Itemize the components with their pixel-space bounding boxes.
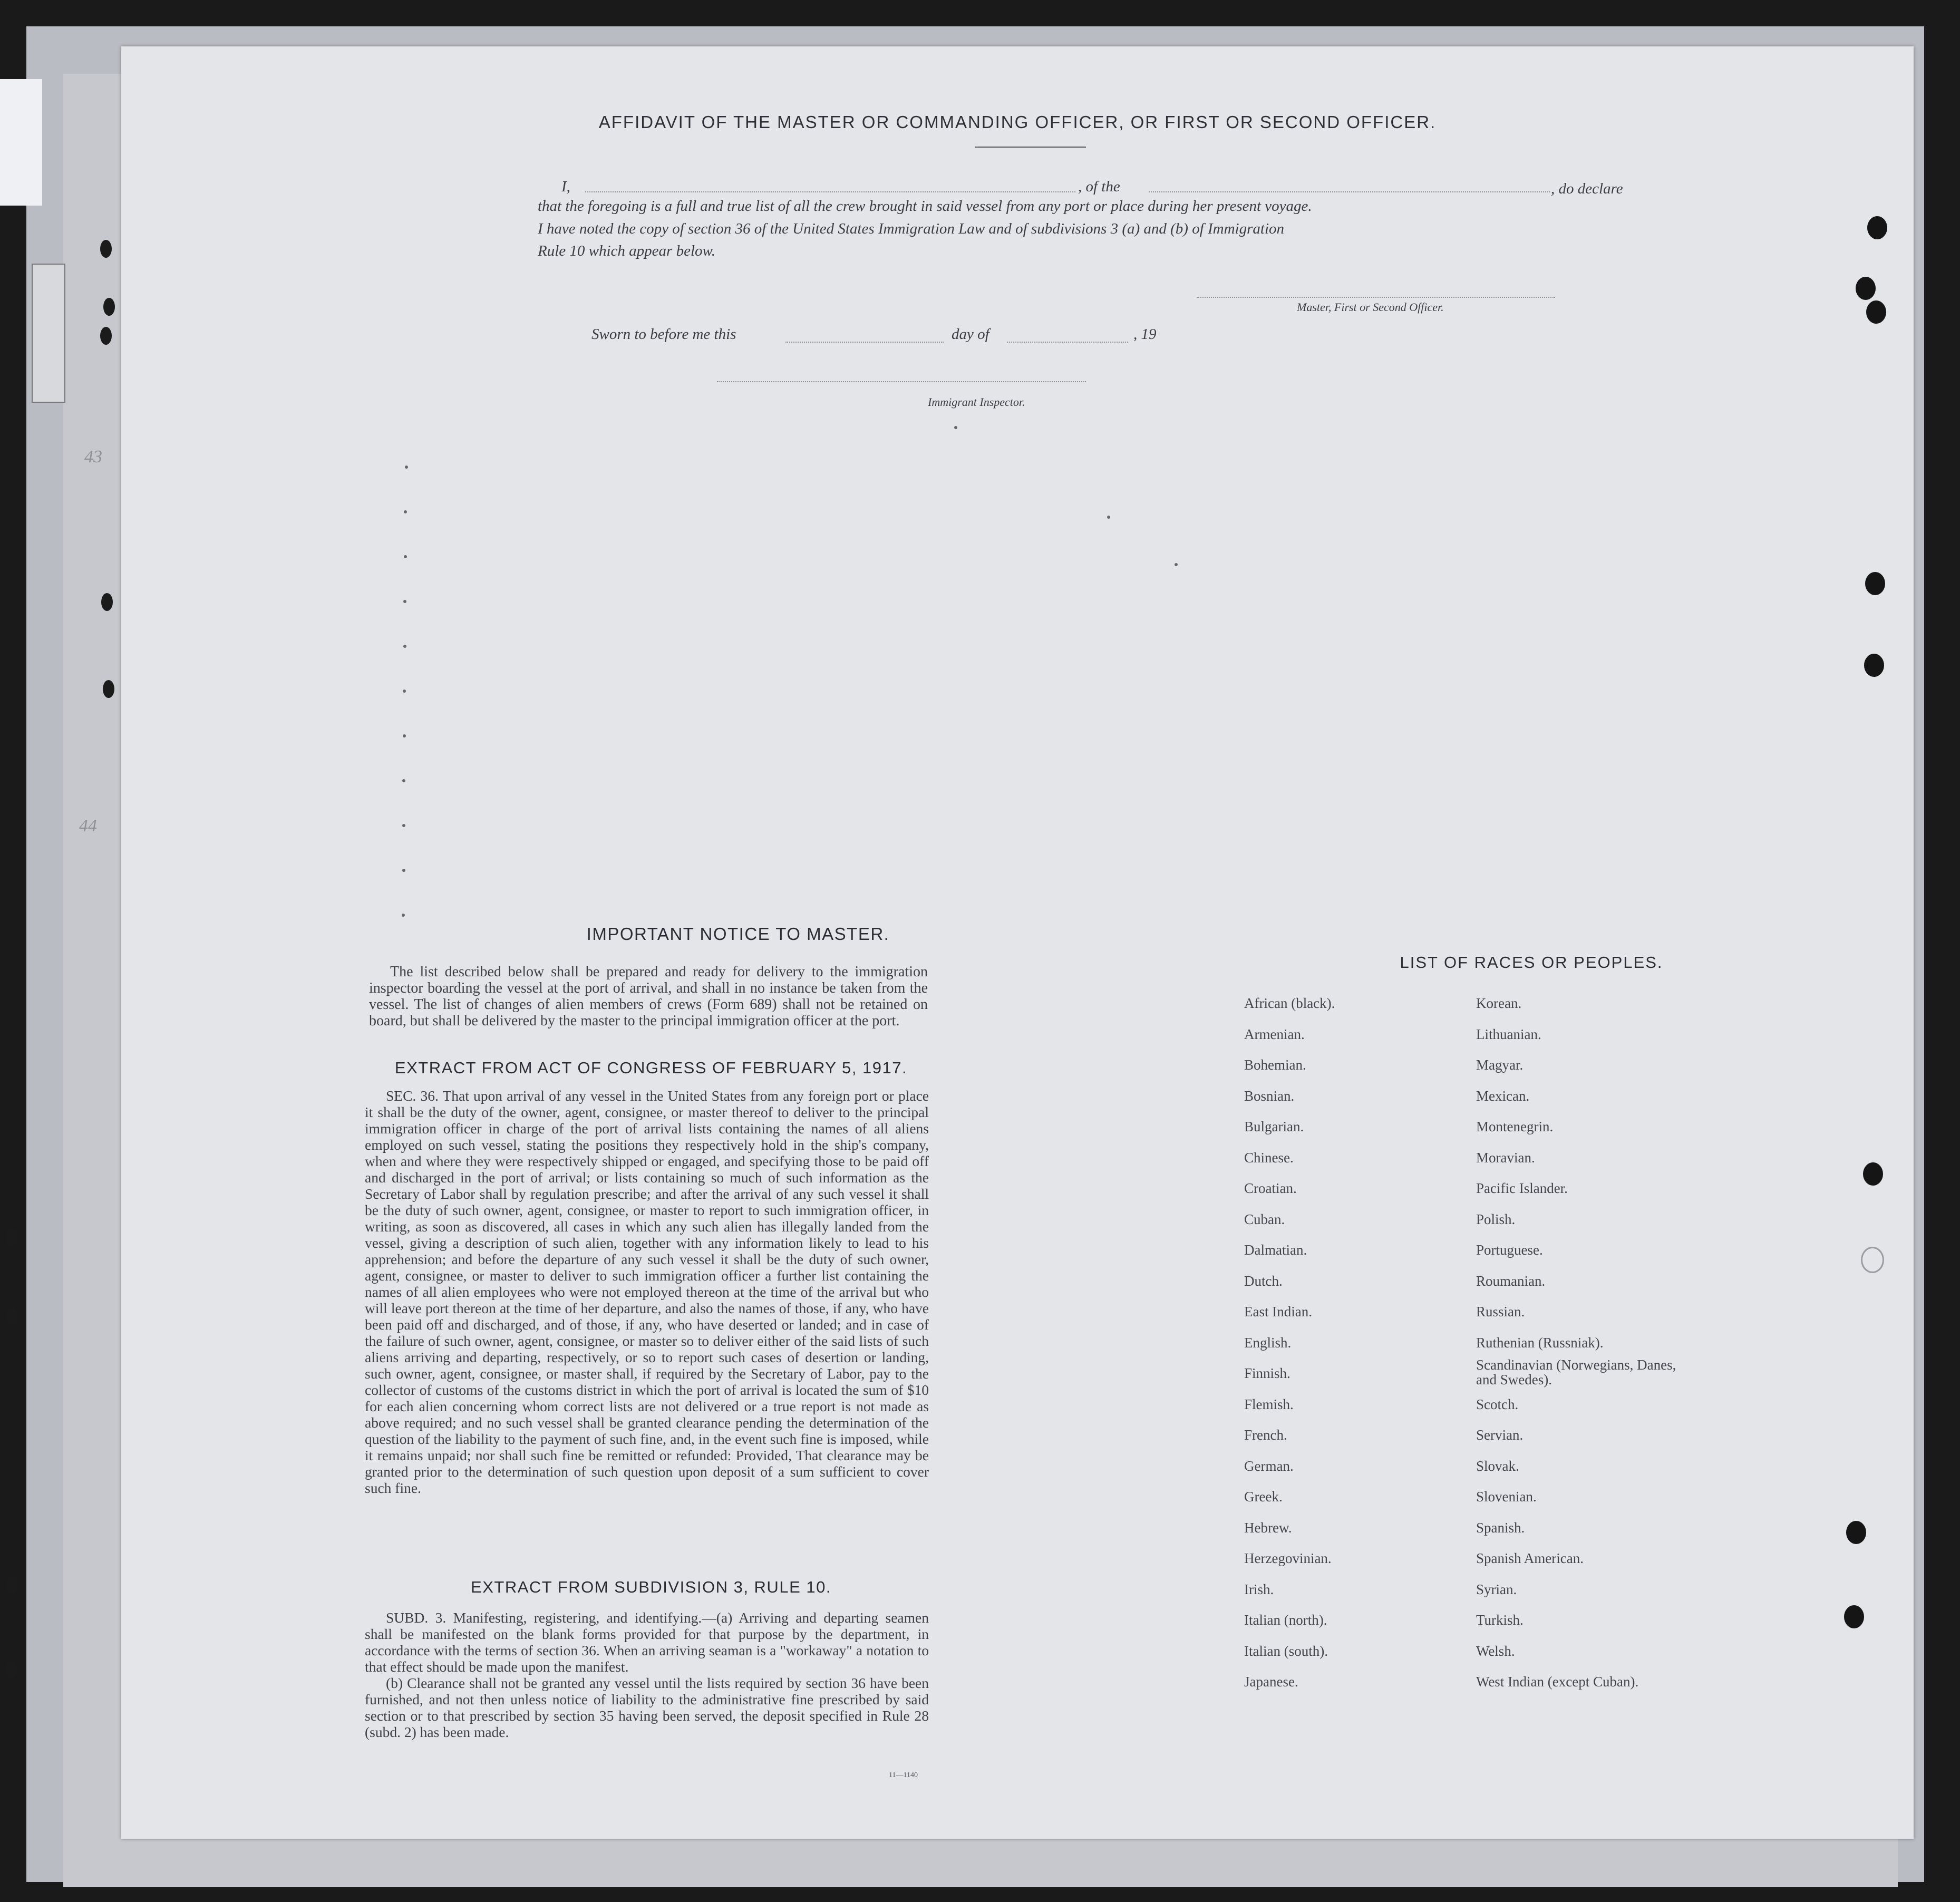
pencil-mark: 43 xyxy=(84,447,102,467)
binder-mark xyxy=(6,1228,18,1246)
race-item: Finnish. xyxy=(1244,1365,1291,1381)
race-item: Mexican. xyxy=(1476,1088,1530,1104)
race-item: Hebrew. xyxy=(1244,1519,1292,1536)
punch-hole xyxy=(1867,216,1887,239)
pencil-mark: 44 xyxy=(79,816,97,836)
race-item: East Indian. xyxy=(1244,1304,1312,1319)
rule-paragraph-b: (b) Clearance shall not be granted any vessel until the lists required by section 36 have been furnished, and not then unless notice of liability to the administrative fine prescribed by said section or to that prescribed by section 35 having been served, the deposit specified in Rule 28 (subd. 2) has been made. xyxy=(365,1675,929,1740)
punch-hole xyxy=(1861,1247,1884,1273)
race-item: African (black). xyxy=(1244,995,1335,1011)
notice-text xyxy=(369,964,928,1029)
race-item: Moravian. xyxy=(1476,1149,1535,1166)
race-item: Montenegrin. xyxy=(1476,1119,1554,1134)
punch-hole xyxy=(1856,277,1876,300)
race-item: Dalmatian. xyxy=(1244,1242,1307,1258)
margin-dot xyxy=(403,734,406,737)
race-item: Croatian. xyxy=(1244,1180,1297,1196)
race-item: Scandinavian (Norwegians, Danes, and Swedes). xyxy=(1476,1357,1676,1387)
day-of-label: day of xyxy=(952,326,989,343)
race-item: Chinese. xyxy=(1244,1149,1294,1166)
affidavit-line-3: I have noted the copy of section 36 of the United States Immigration Law and of subdivisions 3 (a) and (b) of Immigration xyxy=(538,220,1285,237)
race-item: Ruthenian (Russniak). xyxy=(1476,1334,1604,1351)
race-item: Servian. xyxy=(1476,1427,1524,1443)
margin-dot xyxy=(404,510,407,513)
race-item: Slovak. xyxy=(1476,1458,1519,1474)
race-item: Russian. xyxy=(1476,1304,1525,1319)
inspector-caption: Immigrant Inspector. xyxy=(928,395,1025,409)
margin-dot xyxy=(402,869,405,872)
act-text xyxy=(365,1088,929,1496)
name-blank xyxy=(585,191,1075,192)
binder-mark xyxy=(100,240,112,258)
race-item: Flemish. xyxy=(1244,1396,1294,1412)
margin-dot xyxy=(402,779,405,782)
vessel-blank xyxy=(1149,191,1550,192)
race-item: Bosnian. xyxy=(1244,1088,1295,1104)
margin-dot xyxy=(403,690,406,693)
affidavit-of-the: , of the xyxy=(1078,178,1120,195)
race-item: Welsh. xyxy=(1476,1643,1515,1659)
margin-dot xyxy=(405,465,408,469)
race-item: Spanish. xyxy=(1476,1519,1525,1536)
rule-title: EXTRACT FROM SUBDIVISION 3, RULE 10. xyxy=(471,1578,831,1596)
race-item: Spanish American. xyxy=(1476,1550,1584,1566)
margin-dot xyxy=(1107,516,1110,519)
punch-hole xyxy=(1846,1521,1866,1544)
punch-hole xyxy=(1844,1605,1864,1628)
margin-dot xyxy=(404,555,407,558)
sworn-day-blank xyxy=(785,342,944,343)
race-item: Bulgarian. xyxy=(1244,1119,1304,1134)
rule-paragraph-a: SUBD. 3. Manifesting, registering, and identifying.—(a) Arriving and departing seamen shall be manifested on the blank forms provided for that purpose by the department, in accordance with the terms of section 36. When an arriving seaman is a "workaway" a notation to that effect should be made upon the manifest. xyxy=(365,1609,929,1675)
punch-hole xyxy=(1865,572,1885,595)
margin-dot xyxy=(402,914,405,917)
margin-dot xyxy=(1175,563,1178,566)
race-item: Pacific Islander. xyxy=(1476,1180,1568,1196)
race-item: Polish. xyxy=(1476,1211,1516,1227)
affidavit-i: I, xyxy=(561,178,570,195)
inspector-blank xyxy=(717,381,1086,382)
sworn-label: Sworn to before me this xyxy=(591,326,736,343)
race-item: Syrian. xyxy=(1476,1581,1517,1597)
binder-mark xyxy=(5,1661,17,1678)
race-item: Greek. xyxy=(1244,1489,1283,1505)
race-item: French. xyxy=(1244,1427,1287,1443)
act-title: EXTRACT FROM ACT OF CONGRESS OF FEBRUARY 5, 1917. xyxy=(394,1059,908,1077)
signature-blank xyxy=(1197,297,1555,298)
race-item: West Indian (except Cuban). xyxy=(1476,1674,1639,1690)
affidavit-line-4: Rule 10 which appear below. xyxy=(538,242,715,259)
race-item: Italian (north). xyxy=(1244,1612,1327,1628)
race-item: Dutch. xyxy=(1244,1273,1283,1289)
binder-mark xyxy=(103,680,114,698)
margin-dot xyxy=(403,645,406,648)
affidavit-line-2: that the foregoing is a full and true list of all the crew brought in said vessel from any port or place during her present voyage. xyxy=(538,198,1312,215)
race-item: Magyar. xyxy=(1476,1057,1524,1073)
race-item: Japanese. xyxy=(1244,1674,1298,1690)
binder-mark xyxy=(101,593,113,611)
side-tab xyxy=(32,264,65,403)
race-item: Armenian. xyxy=(1244,1026,1305,1042)
binder-mark xyxy=(103,298,115,316)
races-title: LIST OF RACES OR PEOPLES. xyxy=(1400,953,1663,972)
notice-title: IMPORTANT NOTICE TO MASTER. xyxy=(586,924,890,944)
signature-caption: Master, First or Second Officer. xyxy=(1297,300,1444,314)
punch-hole xyxy=(1866,300,1886,324)
act-paragraph: SEC. 36. That upon arrival of any vessel in the United States from any foreign port or place it shall be the duty of the owner, agent, consignee, or master thereof to deliver to the principal immigration officer in charge of the port of arrival lists containing the names of all aliens employed on such vessel, stating the positions they respectively hold in the ship's company, when and where they were respectively shipped or engaged, and specifying those to be paid off and discharged in the port of arrival; or lists containing so much of such information as the Secretary of Labor shall by regulation prescribe; and after the arrival of any such vessel it shall be the duty of such owner, agent, consignee, or master to report to such immigration officer, in writing, as soon as discovered, all cases in which any such alien has illegally landed from the vessel, giving a description of such alien, together with any information likely to lead to his apprehension; and before the departure of any such vessel it shall be the duty of such owner, agent, consignee, or master to deliver to such immigration officer a further list containing the names of all alien employees who were not employed thereon at the time of the arrival but who will leave port thereon at the time of her departure, and also the names of those, if any, who have been paid off and discharged, and of those, if any, who have deserted or landed; and in case of the failure of such owner, agent, consignee, or master so to deliver either of the said lists of such aliens arriving and departing, respectively, or so to report such cases of desertion or landing, such owner, agent, consignee, or master shall, if required by the Secretary of Labor, pay to the collector of customs of the customs district in which the port of arrival is located the sum of $10 for each alien concerning whom correct lists are not delivered or a true report is not made as above required; and no such vessel shall be granted clearance pending the determination of the question of the liability to the payment of such fine, and, in the event such fine is imposed, while it remains unpaid; nor shall such fine be remitted or refunded: Provided, That clearance may be granted prior to the determination of such question upon deposit of a sum sufficient to cover such fine. xyxy=(365,1088,929,1496)
race-item: Bohemian. xyxy=(1244,1057,1306,1073)
manifest-back-page xyxy=(79,46,1914,1839)
race-item: Irish. xyxy=(1244,1581,1274,1597)
affidavit-title: AFFIDAVIT OF THE MASTER OR COMMANDING OFFICER, OR FIRST OR SECOND OFFICER. xyxy=(598,112,1437,132)
rule-text xyxy=(365,1609,929,1740)
race-item: English. xyxy=(1244,1334,1292,1351)
punch-hole xyxy=(1863,1162,1883,1186)
race-item: Korean. xyxy=(1476,995,1522,1011)
form-number: 11—1140 xyxy=(889,1771,918,1779)
race-item: Scotch. xyxy=(1476,1396,1519,1412)
margin-dot xyxy=(402,824,405,827)
notice-paragraph: The list described below shall be prepared and ready for delivery to the immigration inspector boarding the vessel at the port of arrival, and shall in no instance be taken from the vessel. The list of changes of alien members of crews (Form 689) shall not be retained on board, but shall be delivered by the master to the principal immigration officer at the port. xyxy=(369,964,928,1029)
margin-dot xyxy=(403,600,406,603)
race-item: Turkish. xyxy=(1476,1612,1524,1628)
race-item: Portuguese. xyxy=(1476,1242,1543,1258)
race-item: Slovenian. xyxy=(1476,1489,1537,1505)
race-item: Cuban. xyxy=(1244,1211,1285,1227)
affidavit-declare: , do declare xyxy=(1551,180,1623,197)
punch-hole xyxy=(1864,654,1884,677)
race-item: Roumanian. xyxy=(1476,1273,1546,1289)
race-item: German. xyxy=(1244,1458,1294,1474)
binder-mark xyxy=(6,1576,18,1594)
title-rule xyxy=(975,147,1086,148)
binder-mark xyxy=(6,1307,18,1325)
side-tab xyxy=(0,79,42,206)
race-item: Italian (south). xyxy=(1244,1643,1328,1659)
sworn-month-blank xyxy=(1007,342,1128,343)
race-item: Lithuanian. xyxy=(1476,1026,1541,1042)
binder-mark xyxy=(100,327,112,345)
year-label: , 19 xyxy=(1133,326,1157,343)
margin-dot xyxy=(954,426,957,429)
race-item: Herzegovinian. xyxy=(1244,1550,1332,1566)
